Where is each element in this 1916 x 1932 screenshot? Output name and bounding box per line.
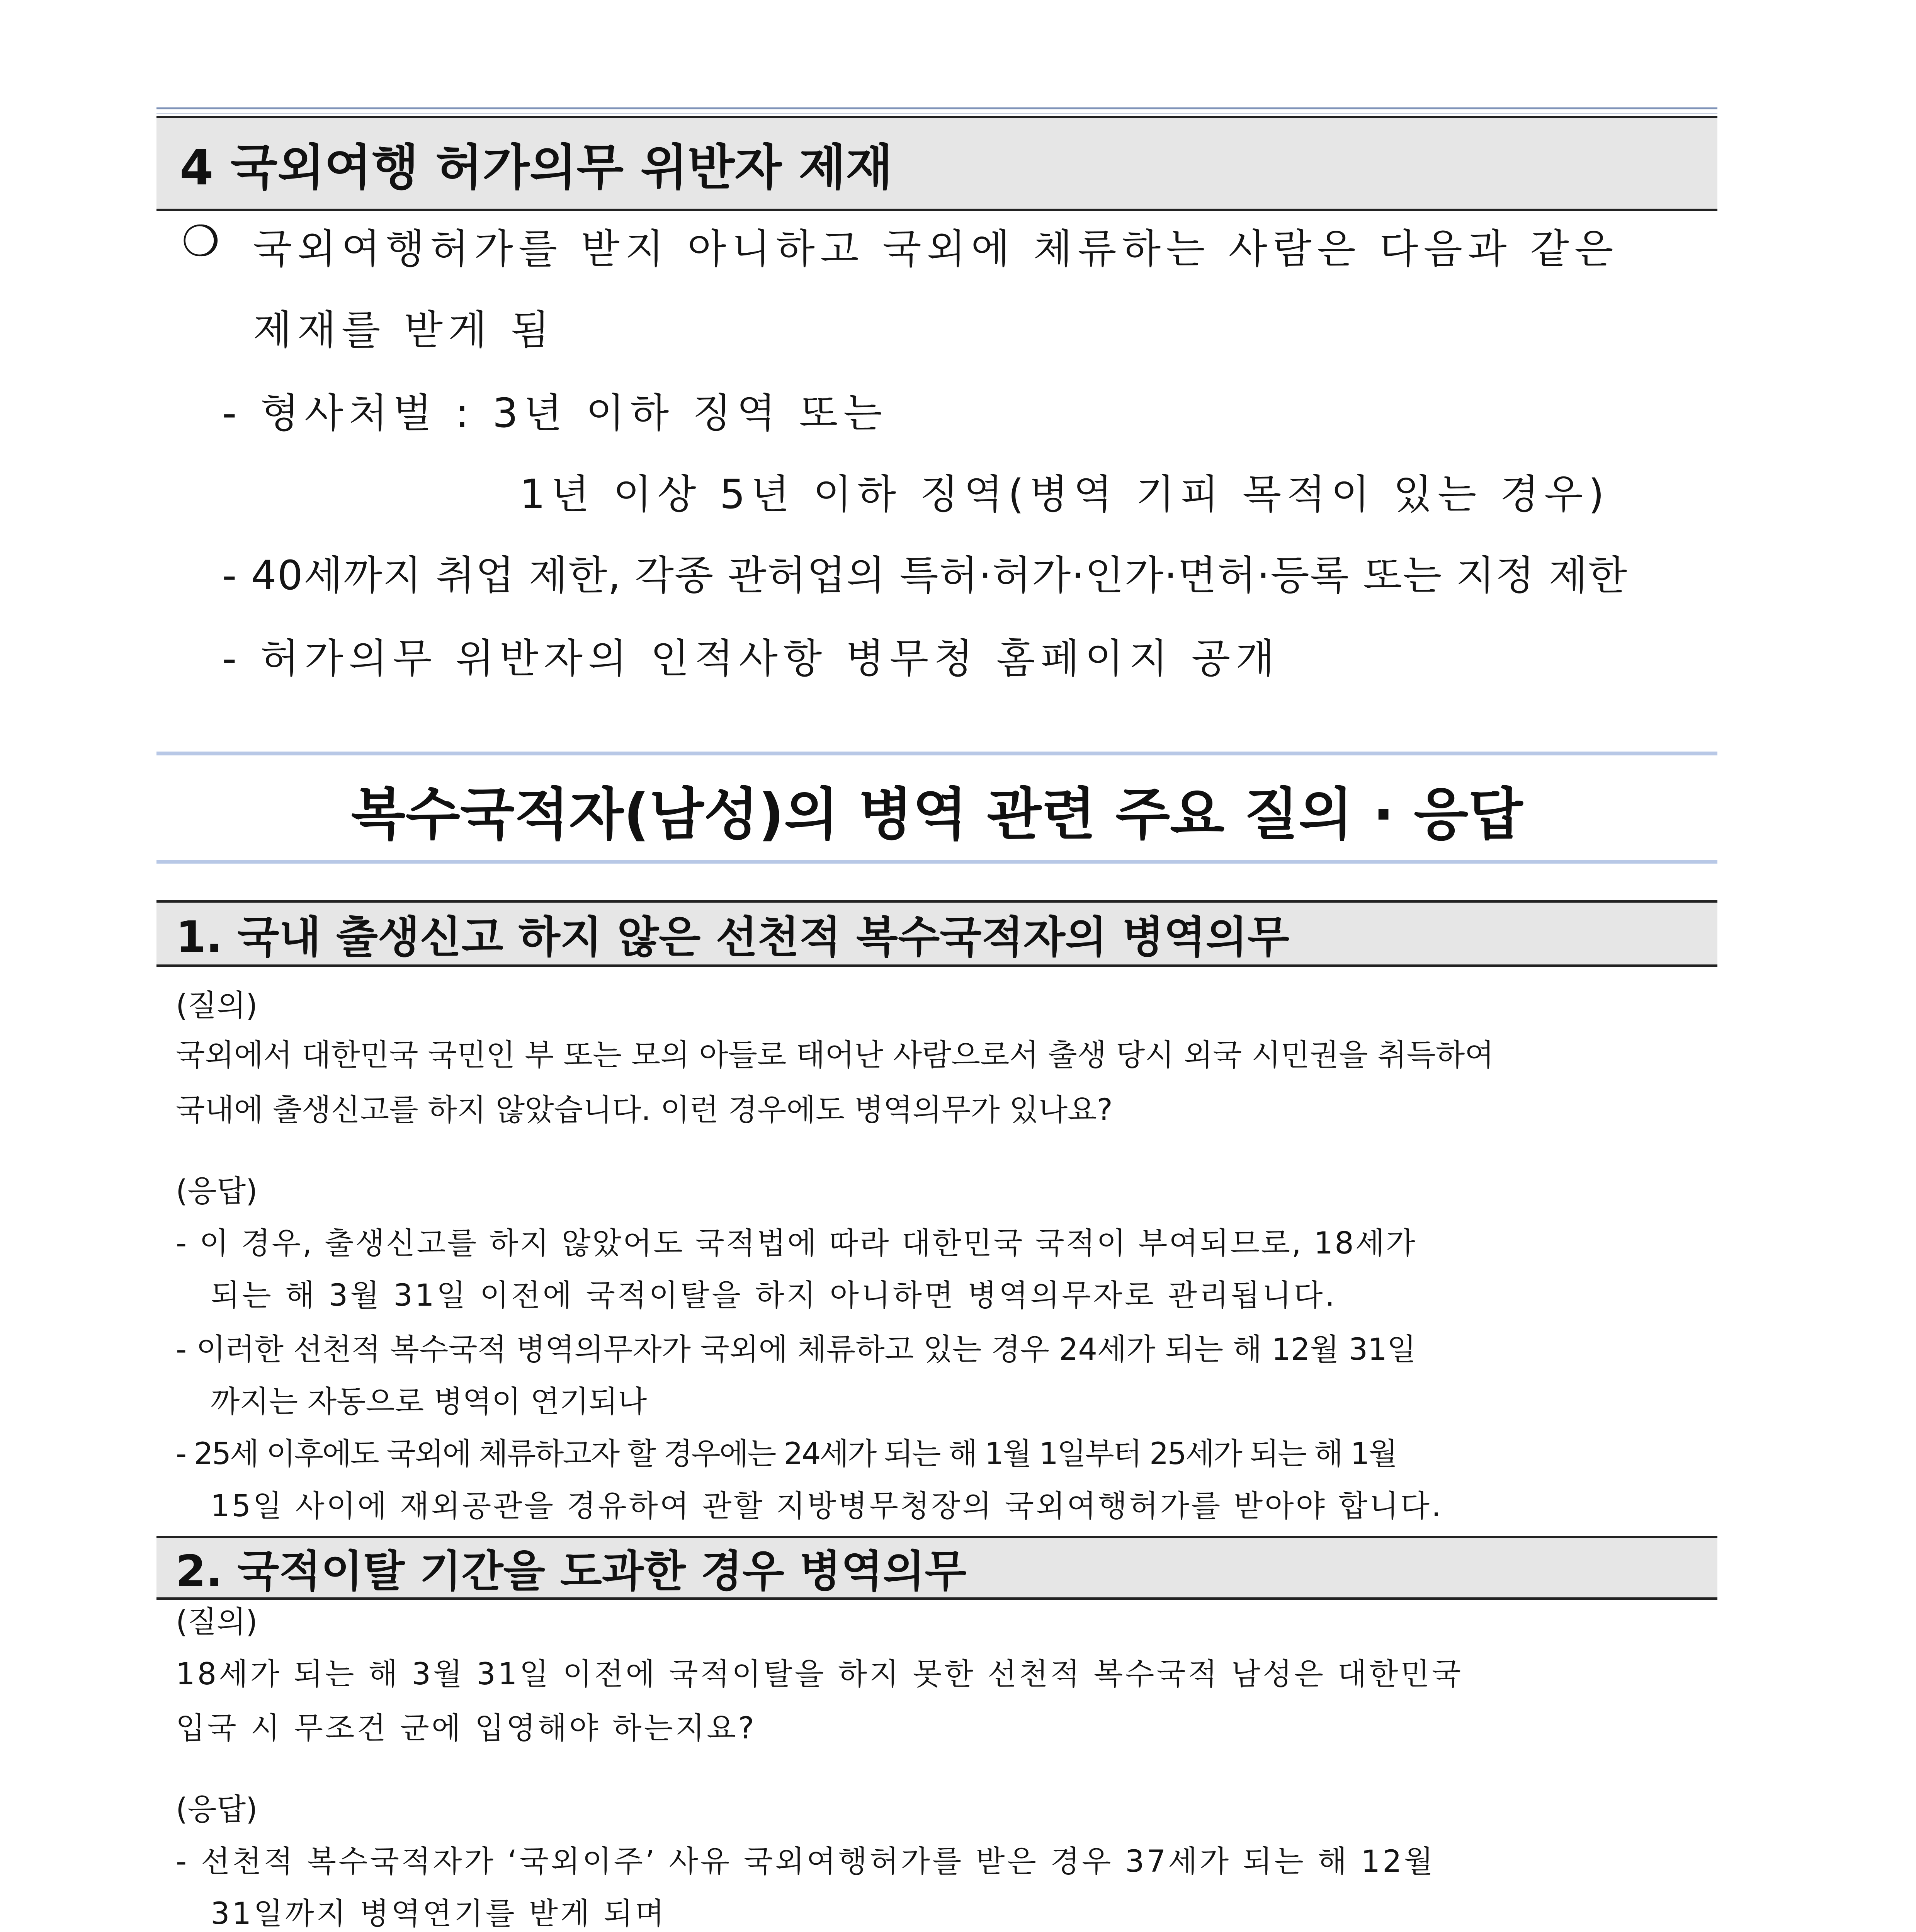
- section4-heading-box: [156, 116, 1717, 211]
- section4-bullet-line1: 국외여행허가를 받지 아니하고 국외에 체류하는 사람은 다음과 같은: [253, 225, 1619, 272]
- qa2-answer-label: (응답): [176, 1792, 258, 1827]
- bullet-circle-icon: ❍: [182, 216, 220, 266]
- main-title: 복수국적자(남성)의 병역 관련 주요 질의 · 응답: [351, 782, 1523, 847]
- title-rule-top: [156, 752, 1717, 755]
- qa2-question-line2: 입국 시 무조건 군에 입영해야 하는지요?: [176, 1711, 757, 1746]
- section4-item1-line2: 1년 이상 5년 이하 징역(병역 기피 목적이 있는 경우): [520, 471, 1610, 518]
- section4-item1-line1: - 형사처벌 : 3년 이하 징역 또는: [222, 389, 888, 437]
- top-rule: [156, 107, 1717, 109]
- qa2-answer-line2: 31일까지 병역연기를 받게 되며: [211, 1896, 666, 1931]
- qa1-answer-line4: 까지는 자동으로 병역이 연기되나: [211, 1384, 647, 1419]
- qa2-question-line1: 18세가 되는 해 3월 31일 이전에 국적이탈을 하지 못한 선천적 복수국적 남성은 대한민국: [176, 1657, 1464, 1692]
- qa2-heading-box: [156, 1536, 1717, 1600]
- title-rule-bottom: [156, 860, 1717, 864]
- section4-heading: 4 국외여행 허가의무 위반자 제재: [180, 139, 893, 196]
- qa1-answer-line3: - 이러한 선천적 복수국적 병역의무자가 국외에 체류하고 있는 경우 24세가 되는 해 12월 31일: [176, 1332, 1416, 1367]
- qa2-question-label: (질의): [176, 1605, 258, 1639]
- top-rule-thin: [156, 113, 1717, 114]
- section4-bullet-line2: 제재를 받게 됨: [253, 306, 555, 354]
- qa1-question-line1: 국외에서 대한민국 국민인 부 또는 모의 아들로 태어난 사람으로서 출생 당시 외국 시민권을 취득하여: [176, 1038, 1494, 1073]
- qa1-answer-line2: 되는 해 3월 31일 이전에 국적이탈을 하지 아니하면 병역의무자로 관리됩니다.: [211, 1278, 1337, 1313]
- qa2-answer-line1: - 선천적 복수국적자가 ‘국외이주’ 사유 국외여행허가를 받은 경우 37세가 되는 해 12월: [176, 1844, 1436, 1879]
- qa1-answer-line5: - 25세 이후에도 국외에 체류하고자 할 경우에는 24세가 되는 해 1월 1일부터 25세가 되는 해 1월: [176, 1437, 1397, 1471]
- qa1-question-label: (질의): [176, 988, 258, 1023]
- qa1-answer-line6: 15일 사이에 재외공관을 경유하여 관할 지방병무청장의 국외여행허가를 받아야 합니다.: [211, 1489, 1443, 1524]
- qa2-heading: 2. 국적이탈 기간을 도과한 경우 병역의무: [176, 1546, 967, 1597]
- section4-item3: - 허가의무 위반자의 인적사항 병무청 홈페이지 공개: [222, 635, 1280, 682]
- qa1-question-line2: 국내에 출생신고를 하지 않았습니다. 이런 경우에도 병역의무가 있나요?: [176, 1093, 1113, 1128]
- qa1-heading-box: [156, 900, 1717, 967]
- qa1-answer-label: (응답): [176, 1174, 258, 1209]
- qa1-answer-line1: - 이 경우, 출생신고를 하지 않았어도 국적법에 따라 대한민국 국적이 부여되므로, 18세가: [176, 1226, 1417, 1261]
- section4-item2: - 40세까지 취업 제한, 각종 관허업의 특허·허가·인가·면허·등록 또는 지정 제한: [222, 552, 1628, 599]
- qa1-heading: 1. 국내 출생신고 하지 않은 선천적 복수국적자의 병역의무: [176, 912, 1289, 963]
